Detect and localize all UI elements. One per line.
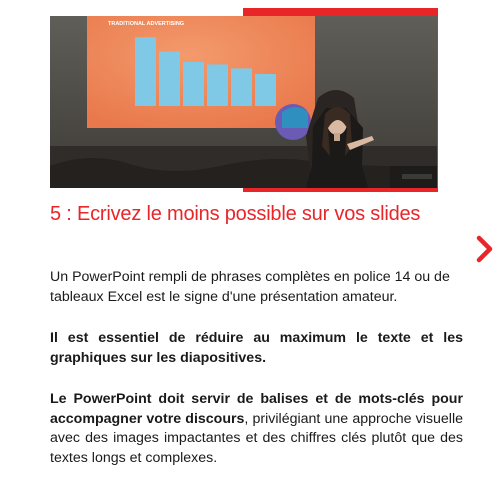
slide-bar <box>183 62 204 106</box>
chevron-right-icon <box>474 234 496 264</box>
next-slide-button[interactable] <box>474 234 496 264</box>
paragraph-advice <box>50 390 463 468</box>
paragraph-intro: Un PowerPoint rempli de phrases complètes en police 14 ou de tableaux Excel est le signe d'une présentation amateur. <box>50 269 450 305</box>
slide-bar <box>207 64 228 106</box>
presentation-scene <box>50 16 437 188</box>
article-heading: 5 : Ecrivez le moins possible sur vos slides <box>50 203 421 225</box>
slide-bar <box>255 74 276 106</box>
screen-title: TRADITIONAL ADVERTISING <box>108 21 185 27</box>
paragraph-advice-bold: Le PowerPoint doit servir de balises et de mots-clés pour accompagner votre discours <box>50 391 463 427</box>
paragraph-key-point: Il est essentiel de réduire au maximum le texte et les graphiques sur les diapositives. <box>50 330 463 366</box>
paragraph-advice-rest: , privilégiant une approche visuelle avec des images impactantes et des chiffres clés plutôt que des textes longs et complexes. <box>50 410 463 466</box>
slide-bar <box>159 52 180 106</box>
slide-decoration-wave <box>282 107 308 128</box>
slide-bar <box>231 68 252 106</box>
presentation-photo <box>50 16 437 188</box>
slide-bar <box>135 37 156 106</box>
